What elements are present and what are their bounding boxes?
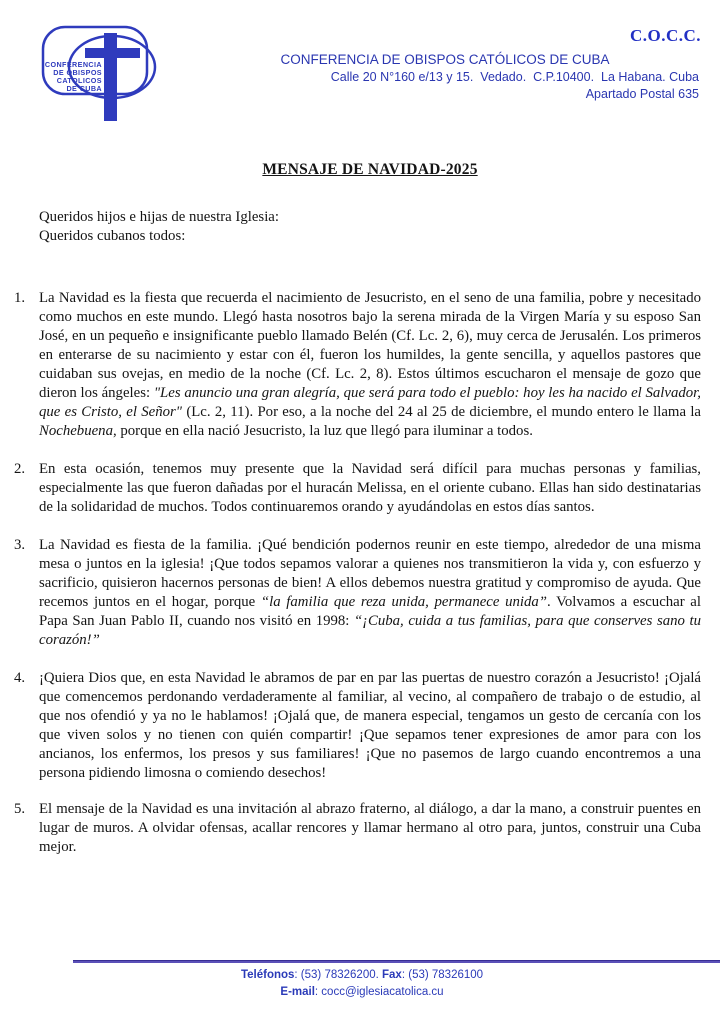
paragraph-text-segment: ¡Quiera Dios que, en esta Navidad le abramos de par en par las puertas de nuestro corazón a Jesucristo! ¡Ojalá que comencemos perdonando verdaderamente al familiar, al vecino, al compañero de trabajo o de estudio, al que nos ofendió y ya no le hablamos! ¡Ojalá que, de manera especial, tengamos un gesto de cercanía con los que viven solos y no tienen con quién compartir! ¡Que sepamos tener expresiones de amor para con los ancianos, los enfermos, los presos y sus familiares! ¡Que no pasemos de largo cuando encontremos a una persona pidiendo limosna o comiendo desechos! — [39, 670, 701, 781]
logo-cross-vertical — [104, 33, 117, 121]
paragraph-quote-segment: Nochebuena — [39, 423, 113, 439]
footer-phones-line — [0, 967, 724, 984]
paragraph-text-segment: , porque en ella nació Jesucristo, la luz que llegó para iluminar a todos. — [112, 423, 533, 439]
paragraph-text-segment: (Lc. 2, 11). Por eso, a la noche del 24 al 25 de diciembre, el mundo entero le llama la — [182, 404, 701, 420]
paragraph-number: 4. — [14, 670, 26, 686]
org-acronym: C.O.C.C. — [629, 26, 701, 45]
paragraph-number: 2. — [14, 461, 26, 477]
paragraph-5 — [14, 800, 701, 857]
fax-value: : (53) 78326100 — [401, 969, 484, 981]
greeting-line-1: Queridos hijos e hijas de nuestra Iglesia: — [39, 209, 279, 225]
footer — [0, 967, 724, 1001]
greeting-line-2: Queridos cubanos todos: — [39, 228, 186, 244]
phones-label: Teléfonos — [240, 969, 295, 981]
org-name: CONFERENCIA DE OBISPOS CATÓLICOS DE CUBA — [280, 52, 610, 67]
logo-text-line4: DE CUBA — [66, 84, 102, 93]
email-label: E-mail — [280, 986, 315, 998]
paragraph-quote-segment: "Les anuncio una gran alegría, que será para todo el pueblo: hoy les ha nacido el Salvador, que es Cristo, el Señor" — [39, 385, 701, 420]
paragraph-text-segment: . Volvamos a escuchar al Papa San Juan Pablo II, cuando nos visitó en 1998: — [39, 594, 701, 629]
paragraph-text-segment: En esta ocasión, tenemos muy presente que la Navidad será difícil para muchas personas y familias, especialmente las que fueron dañadas por el huracán Melissa, en el oriente cubano. Ellas han sido destinatarias de la solidaridad de muchos. Todos continuaremos orando y ayudándolas en estos días santos. — [39, 461, 701, 515]
paragraph-3 — [14, 536, 701, 650]
phones-value: : (53) 78326200. — [294, 969, 383, 981]
paragraph-quote-segment: “¡Cuba, cuida a tus familias, para que conserves sano tu corazón!” — [39, 613, 701, 648]
footer-email-line — [0, 984, 724, 1001]
paragraph-1 — [14, 289, 701, 441]
logo-text-line2: DE OBISPOS — [53, 68, 102, 77]
letter-body — [14, 160, 701, 857]
org-address-line1: Calle 20 N°160 e/13 y 15. Vedado. C.P.10400. La Habana. Cuba — [330, 70, 699, 84]
cocc-logo-icon — [38, 25, 168, 137]
paragraph-number: 5. — [14, 801, 26, 817]
paragraph-4 — [14, 669, 701, 783]
paragraph-number: 3. — [14, 537, 26, 553]
org-address-line2: Apartado Postal 635 — [585, 87, 699, 101]
paragraph-text-segment: La Navidad es fiesta de la familia. ¡Qué bendición podernos reunir en este tiempo, alrededor de una misma mesa o juntos en la iglesia! ¡Que todos sepamos valorar a quienes nos transmitieron la vida y, con esfuerzo y sacrificio, quisieron hacernos personas de bien! A ellos debemos nuestra gratitud y compromiso de ayuda. Que recemos juntos en el hogar, porque — [39, 537, 701, 610]
document-title: MENSAJE DE NAVIDAD-2025 — [262, 161, 478, 178]
paragraph-text-segment: El mensaje de la Navidad es una invitación al abrazo fraterno, al diálogo, a dar la mano, a construir puentes en lugar de muros. A olvidar ofensas, acallar rencores y llamar hermano al otro para, juntos, construir una Cuba mejor. — [39, 801, 701, 855]
greetings — [39, 208, 701, 246]
logo-text-line1: CONFERENCIA — [44, 60, 102, 69]
footer-divider — [73, 960, 720, 963]
email-value: : cocc@iglesiacatolica.cu — [314, 986, 444, 998]
paragraph-text-segment: La Navidad es la fiesta que recuerda el nacimiento de Jesucristo, en el seno de una familia, pobre y necesitado como muchos en este mundo. Llegó hasta nosotros bajo la serena mirada de la Virgen María y su esposo San José, en un pequeño e insignificante pueblo llamado Belén (Cf. Lc. 2, 6), muy cerca de Jerusalén. Los primeros en enterarse de su nacimiento y estar con él, fueron los humildes, la gente sencilla, y aquellos pastores que cuidaban sus ovejas, en medio de la noche (Cf. Lc. 2, 8). Estos últimos escucharon el mensaje de gozo que dieron los ángeles: — [39, 290, 701, 401]
logo-cross-horizontal — [85, 48, 140, 58]
logo-text-line3: CATOLICOS — [56, 76, 102, 85]
paragraph-quote-segment: “la familia que reza unida, permanece unida” — [260, 594, 548, 610]
fax-label: Fax — [382, 969, 402, 981]
paragraph-2 — [14, 460, 701, 517]
paragraph-number: 1. — [14, 290, 26, 306]
